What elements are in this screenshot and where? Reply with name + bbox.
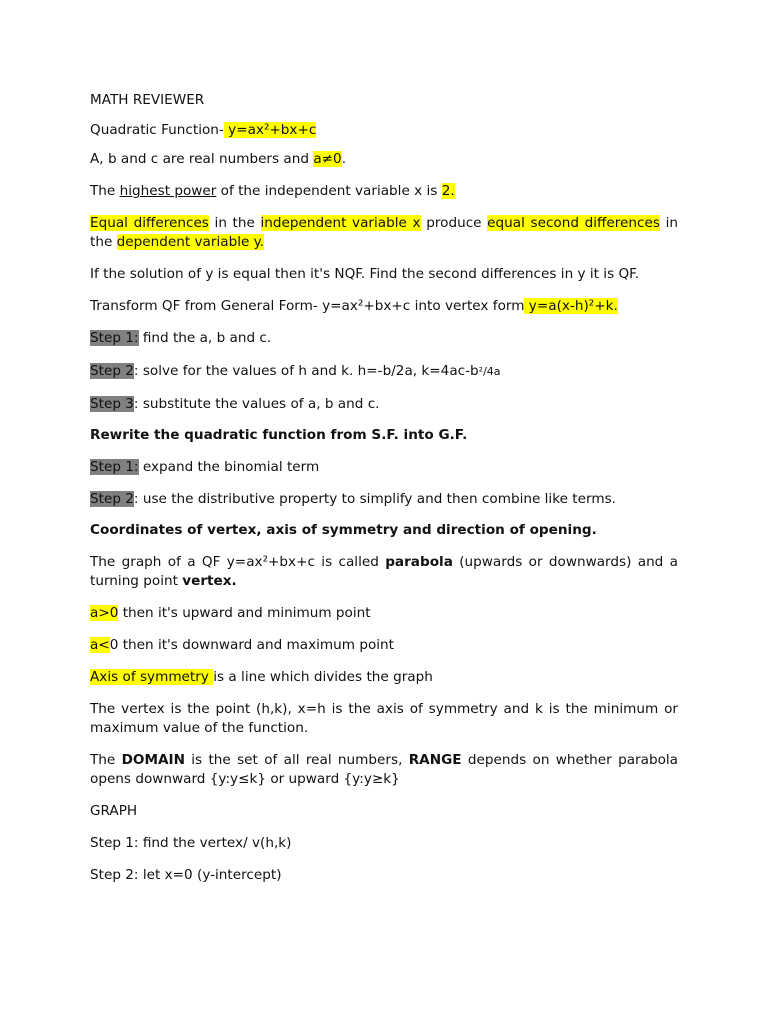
graph-paragraph	[90, 553, 678, 591]
gf-step-2-text: : solve for the values of h and k. h=-b/2a, k=4ac-b	[133, 363, 479, 379]
highest-power-value: 2.	[441, 183, 455, 199]
graph-title: GRAPH	[90, 803, 138, 819]
vertex-point-paragraph: The vertex is the point (h,k), x=h is the axis of symmetry and k is the minimum or maximum value of the function.	[90, 701, 678, 736]
domain-bold: DOMAIN	[121, 752, 185, 768]
gf-step-3-line	[90, 395, 678, 414]
gf-step-1-label: Step 1:	[90, 330, 139, 346]
gf-step-1-line	[90, 329, 678, 348]
transform-text: Transform QF from General Form- y=ax²+bx+c into vertex form	[90, 298, 525, 314]
graph-step-1: Step 1: find the vertex/ v(h,k)	[90, 835, 292, 851]
real-numbers-end: .	[341, 151, 347, 167]
equal-differences-t3: in the	[90, 215, 678, 250]
gf-step-3-text: : substitute the values of a, b and c.	[133, 396, 380, 412]
domain-range-t3: depends on whether parabola opens downward {y:y≤k} or upward {y:y≥k}	[90, 752, 679, 787]
dependent-variable-hl: dependent variable y.	[116, 234, 265, 250]
graph-para-t2: (upwards or downwards) and a turning point	[90, 554, 678, 589]
graph-para-t1: The graph of a QF y=ax²+bx+c is called	[90, 554, 386, 570]
sf-step-2-label: Step 2	[90, 491, 134, 507]
quadratic-function-label: Quadratic Function-	[90, 122, 224, 138]
gf-step-2-small: ²/4a	[478, 365, 501, 378]
equal-differences-paragraph	[90, 214, 678, 252]
gf-step-3-label: Step 3	[90, 396, 134, 412]
parabola-bold: parabola	[385, 554, 453, 570]
equal-second-differences-hl: equal second differences	[487, 215, 660, 231]
gf-step-1-text: find the a, b and c.	[138, 330, 272, 346]
a-positive-text: then it's upward and minimum point	[118, 605, 371, 621]
range-bold: RANGE	[408, 752, 462, 768]
a-negative-text: 0 then it's downward and maximum point	[109, 637, 395, 653]
a-positive-line	[90, 604, 678, 623]
sf-step-2-line	[90, 490, 678, 509]
real-numbers-line	[90, 150, 678, 169]
highest-power-pre: The	[90, 183, 120, 199]
highest-power-line	[90, 182, 678, 201]
equal-differences-t2: produce	[420, 215, 488, 231]
independent-variable-hl: independent variable x	[260, 215, 421, 231]
a-positive-hl: a>0	[90, 605, 119, 621]
domain-range-paragraph	[90, 751, 678, 789]
highest-power-mid: of the independent variable x is	[216, 183, 442, 199]
sf-step-1-label: Step 1:	[90, 459, 139, 475]
highest-power-underlined: highest power	[119, 183, 217, 199]
equal-differences-t1: in the	[208, 215, 261, 231]
transform-line	[90, 297, 678, 316]
sf-step-2-text: : use the distributive property to simplify and then combine like terms.	[133, 491, 616, 507]
document-title: MATH REVIEWER	[90, 92, 205, 108]
a-negative-line	[90, 636, 678, 655]
axis-symmetry-text: is a line which divides the graph	[213, 669, 433, 685]
quadratic-function-formula: y=ax²+bx+c	[223, 122, 317, 138]
vertex-heading: Coordinates of vertex, axis of symmetry and direction of opening.	[90, 522, 597, 538]
vertex-form-hl: y=a(x-h)²+k.	[524, 298, 618, 314]
rewrite-heading: Rewrite the quadratic function from S.F. into G.F.	[90, 427, 468, 443]
vertex-bold: vertex.	[182, 573, 237, 589]
gf-step-2-line	[90, 362, 678, 381]
real-numbers-text: A, b and c are real numbers and	[90, 151, 314, 167]
axis-symmetry-hl: Axis of symmetry	[90, 669, 214, 685]
nqf-line: If the solution of y is equal then it's NQF. Find the second differences in y it is QF.	[90, 266, 640, 282]
sf-step-1-line	[90, 458, 678, 477]
a-negative-hl: a<	[90, 637, 110, 653]
graph-step-2: Step 2: let x=0 (y-intercept)	[90, 867, 282, 883]
domain-range-t2: is the set of all real numbers,	[184, 752, 409, 768]
domain-range-t1: The	[90, 752, 122, 768]
quadratic-function-line	[90, 121, 678, 140]
equal-differences-hl: Equal differences	[90, 215, 209, 231]
axis-symmetry-line	[90, 668, 678, 687]
a-not-zero: a≠0	[313, 151, 342, 167]
gf-step-2-label: Step 2	[90, 363, 134, 379]
sf-step-1-text: expand the binomial term	[138, 459, 320, 475]
